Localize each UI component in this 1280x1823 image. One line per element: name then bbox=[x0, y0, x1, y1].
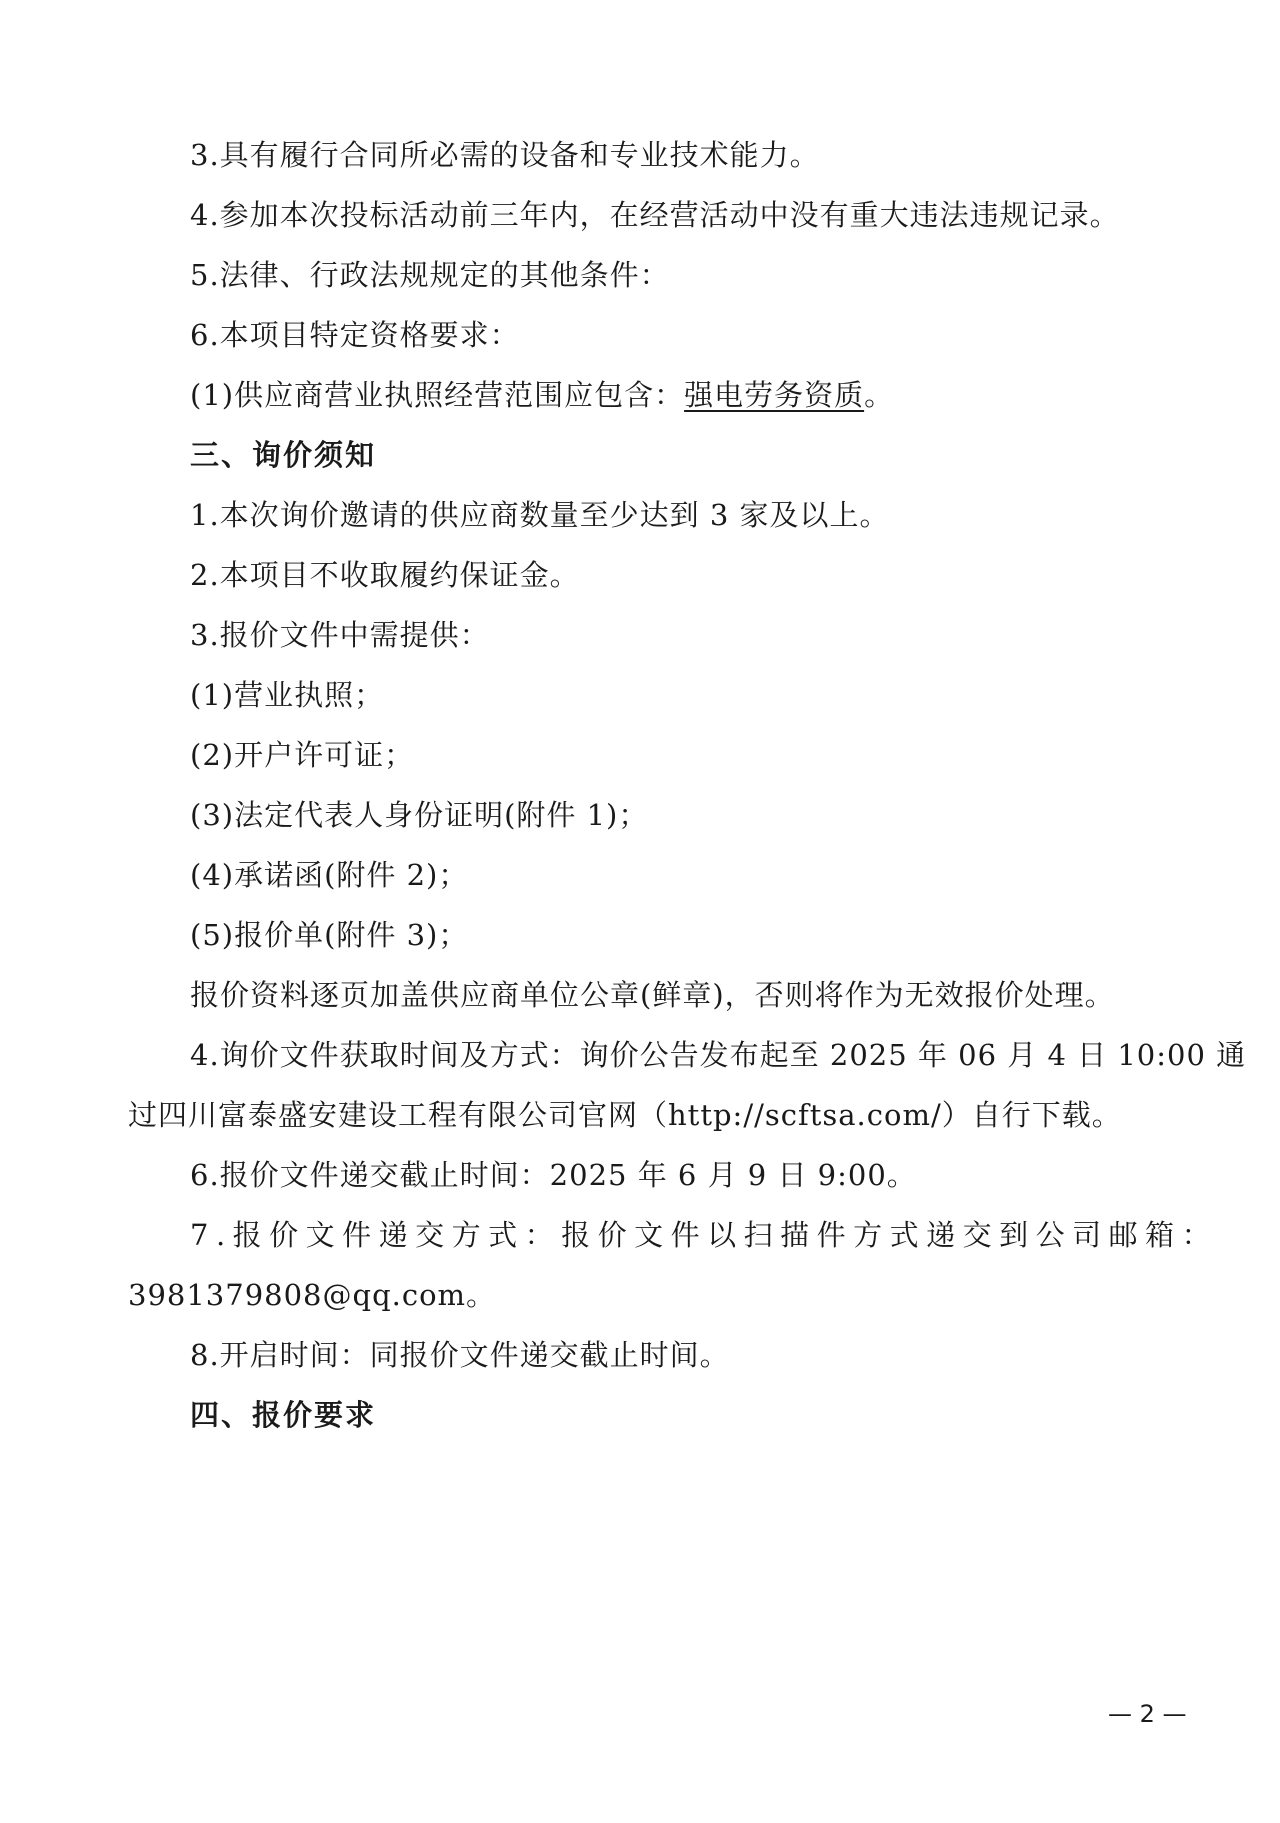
requirement-6-item-1-prefix: (1)供应商营业执照经营范围应包含： bbox=[190, 378, 685, 412]
notice-3-item-1: (1)营业执照； bbox=[190, 678, 385, 712]
requirement-6-item-1-qualification: 强电劳务资质 bbox=[684, 378, 865, 412]
notice-4-line-1: 4.询价文件获取时间及方式：询价公告发布起至 2025 年 06 月 4 日 10:00 通 bbox=[190, 1038, 1247, 1072]
section-3-heading: 三、询价须知 bbox=[190, 438, 377, 472]
notice-3-item-5: (5)报价单(附件 3)； bbox=[190, 918, 469, 952]
requirement-5: 5.法律、行政法规规定的其他条件： bbox=[190, 258, 670, 292]
requirement-4: 4.参加本次投标活动前三年内，在经营活动中没有重大违法违规记录。 bbox=[190, 198, 1120, 232]
requirement-6-item-1-suffix: 。 bbox=[864, 378, 895, 412]
notice-8: 8.开启时间：同报价文件递交截止时间。 bbox=[190, 1338, 730, 1372]
notice-6: 6.报价文件递交截止时间：2025 年 6 月 9 日 9:00。 bbox=[190, 1158, 917, 1192]
notice-7-line-2: 3981379808@qq.com。 bbox=[128, 1278, 497, 1312]
notice-2: 2.本项目不收取履约保证金。 bbox=[190, 558, 580, 592]
section-4-heading: 四、报价要求 bbox=[190, 1398, 377, 1432]
notice-3-item-2: (2)开户许可证； bbox=[190, 738, 415, 772]
notice-3: 3.报价文件中需提供： bbox=[190, 618, 490, 652]
requirement-3: 3.具有履行合同所必需的设备和专业技术能力。 bbox=[190, 138, 820, 172]
notice-3-note: 报价资料逐页加盖供应商单位公章(鲜章)，否则将作为无效报价处理。 bbox=[190, 978, 1115, 1012]
notice-3-item-3: (3)法定代表人身份证明(附件 1)； bbox=[190, 798, 649, 832]
page-number: — 2 — bbox=[1108, 1700, 1187, 1728]
notice-4-line-2: 过四川富泰盛安建设工程有限公司官网（http://scftsa.com/）自行下载。 bbox=[128, 1098, 1122, 1132]
notice-3-item-4: (4)承诺函(附件 2)； bbox=[190, 858, 469, 892]
requirement-6-item-1 bbox=[190, 375, 894, 415]
notice-1: 1.本次询价邀请的供应商数量至少达到 3 家及以上。 bbox=[190, 498, 890, 532]
notice-7-line-1: 7.报价文件递交方式：报价文件以扫描件方式递交到公司邮箱： bbox=[190, 1218, 1219, 1252]
requirement-6: 6.本项目特定资格要求： bbox=[190, 318, 520, 352]
